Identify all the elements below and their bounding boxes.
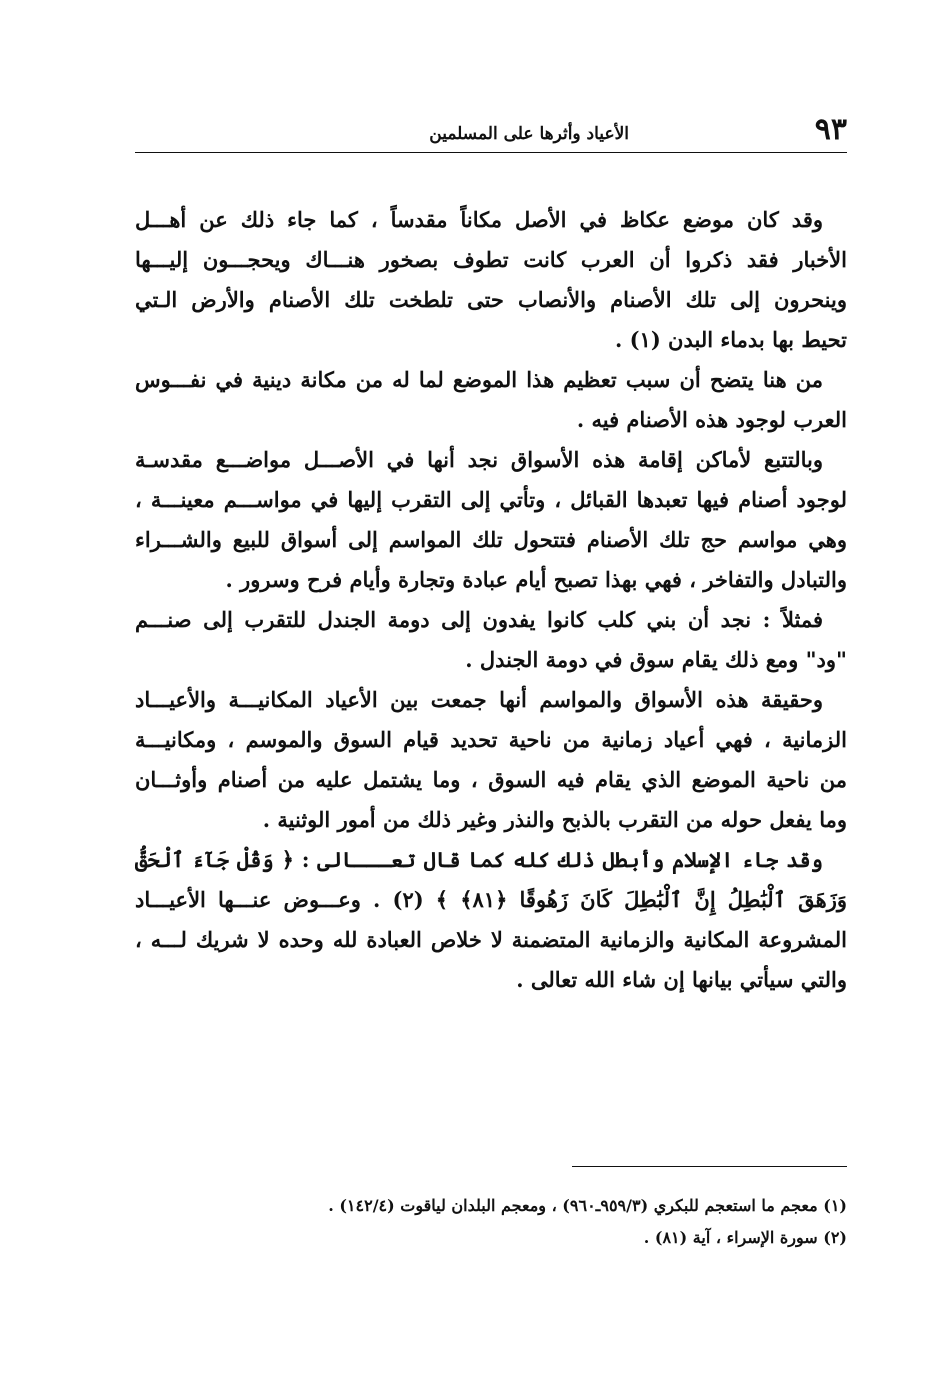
text-line: والتبادل والتفاخر ، فهي بهذا تصبح أيام عبادة وتجارة وأيام فرح وسرور .	[225, 567, 847, 592]
paragraph-5	[135, 680, 847, 840]
text-line: وينحرون إلى تلك الأصنام والأنصاب حتى تلطخت تلك الأصنام والأرض الـتي	[135, 287, 847, 312]
text-line: وقد جاء الإسلام وأبطل ذلك كله كما قال تعـــالى : ﴿ وَقُلْ جَآءَ ٱلْحَقُّ	[135, 847, 823, 872]
body-text	[135, 200, 847, 1000]
paragraph-1	[135, 200, 847, 360]
text-line: تحيط بها بدماء البدن (١) .	[614, 327, 847, 352]
footnote-2: (٢) سورة الإسراء ، آية (٨١) .	[643, 1228, 847, 1247]
header-divider	[135, 152, 847, 153]
text-line: المشروعة المكانية والزمانية المتضمنة لا خلاص العبادة لله وحده لا شريك لـــه ،	[135, 927, 847, 952]
text-line: وحقيقة هذه الأسواق والمواسم أنها جمعت بين الأعياد المكانيـــة والأعيـــاد	[135, 687, 823, 712]
text-line: من هنا يتضح أن سبب تعظيم هذا الموضع لما له من مكانة دينية في نفـــوس	[135, 367, 823, 392]
paragraph-6	[135, 840, 847, 1000]
footnote-divider	[572, 1166, 847, 1167]
text-line: والتي سيأتي بيانها إن شاء الله تعالى .	[516, 967, 847, 992]
text-line: وهي مواسم حج تلك الأصنام فتتحول تلك المواسم إلى أسواق للبيع والشـــراء	[135, 527, 847, 552]
footnote-1: (١) معجم ما استعجم للبكري (٩٥٩/٣ـ٩٦٠) ، ومعجم البلدان لياقوت (١٤٢/٤) .	[328, 1196, 847, 1215]
running-title: الأعياد وأثرها على المسلمين	[429, 124, 629, 144]
text-line: العرب لوجود هذه الأصنام فيه .	[576, 407, 847, 432]
paragraph-2	[135, 360, 847, 440]
text-line: وبالتتبع لأماكن إقامة هذه الأسواق نجد أنها في الأصـــل مواضـــع مقدسـة	[135, 447, 823, 472]
paragraph-4	[135, 600, 847, 680]
page-header	[135, 112, 847, 152]
text-line: وقد كان موضع عكاظ في الأصل مكاناً مقدساً ، كما جاء ذلك عن أهـــل	[135, 207, 823, 232]
text-line: الأخبار فقد ذكروا أن العرب كانت تطوف بصخور هنـــاك ويحجـــون إليـــها	[135, 247, 847, 272]
text-line: الزمانية ، فهي أعياد زمانية من ناحية تحديد قيام السوق والموسم ، ومكانيـــة	[135, 727, 847, 752]
text-line: لوجود أصنام فيها تعبدها القبائل ، وتأتي إلى التقرب إليها في مواســـم معينـــة ،	[135, 487, 847, 512]
quran-verse-line: وَزَهَقَ ٱلْبَٰطِلُ إِنَّ ٱلْبَٰطِلَ كَانَ زَهُوقًا ﴿٨١﴾ ﴾ (٢) . وعـــوض عنـــها الأعيـــاد	[135, 887, 847, 912]
paragraph-3	[135, 440, 847, 600]
text-line: "ود" ومع ذلك يقام سوق في دومة الجندل .	[465, 647, 847, 672]
text-line: من ناحية الموضع الذي يقام فيه السوق ، وما يشتمل عليه من أصنام وأوثـــان	[135, 767, 847, 792]
text-line: فمثلاً : نجد أن بني كلب كانوا يفدون إلى دومة الجندل للتقرب إلى صنـــم	[135, 607, 823, 632]
footnotes	[135, 1190, 847, 1254]
page-number: ٩٣	[814, 112, 847, 147]
text-line: وما يفعل حوله من التقرب بالذبح والنذر وغير ذلك من أمور الوثنية .	[262, 807, 847, 832]
